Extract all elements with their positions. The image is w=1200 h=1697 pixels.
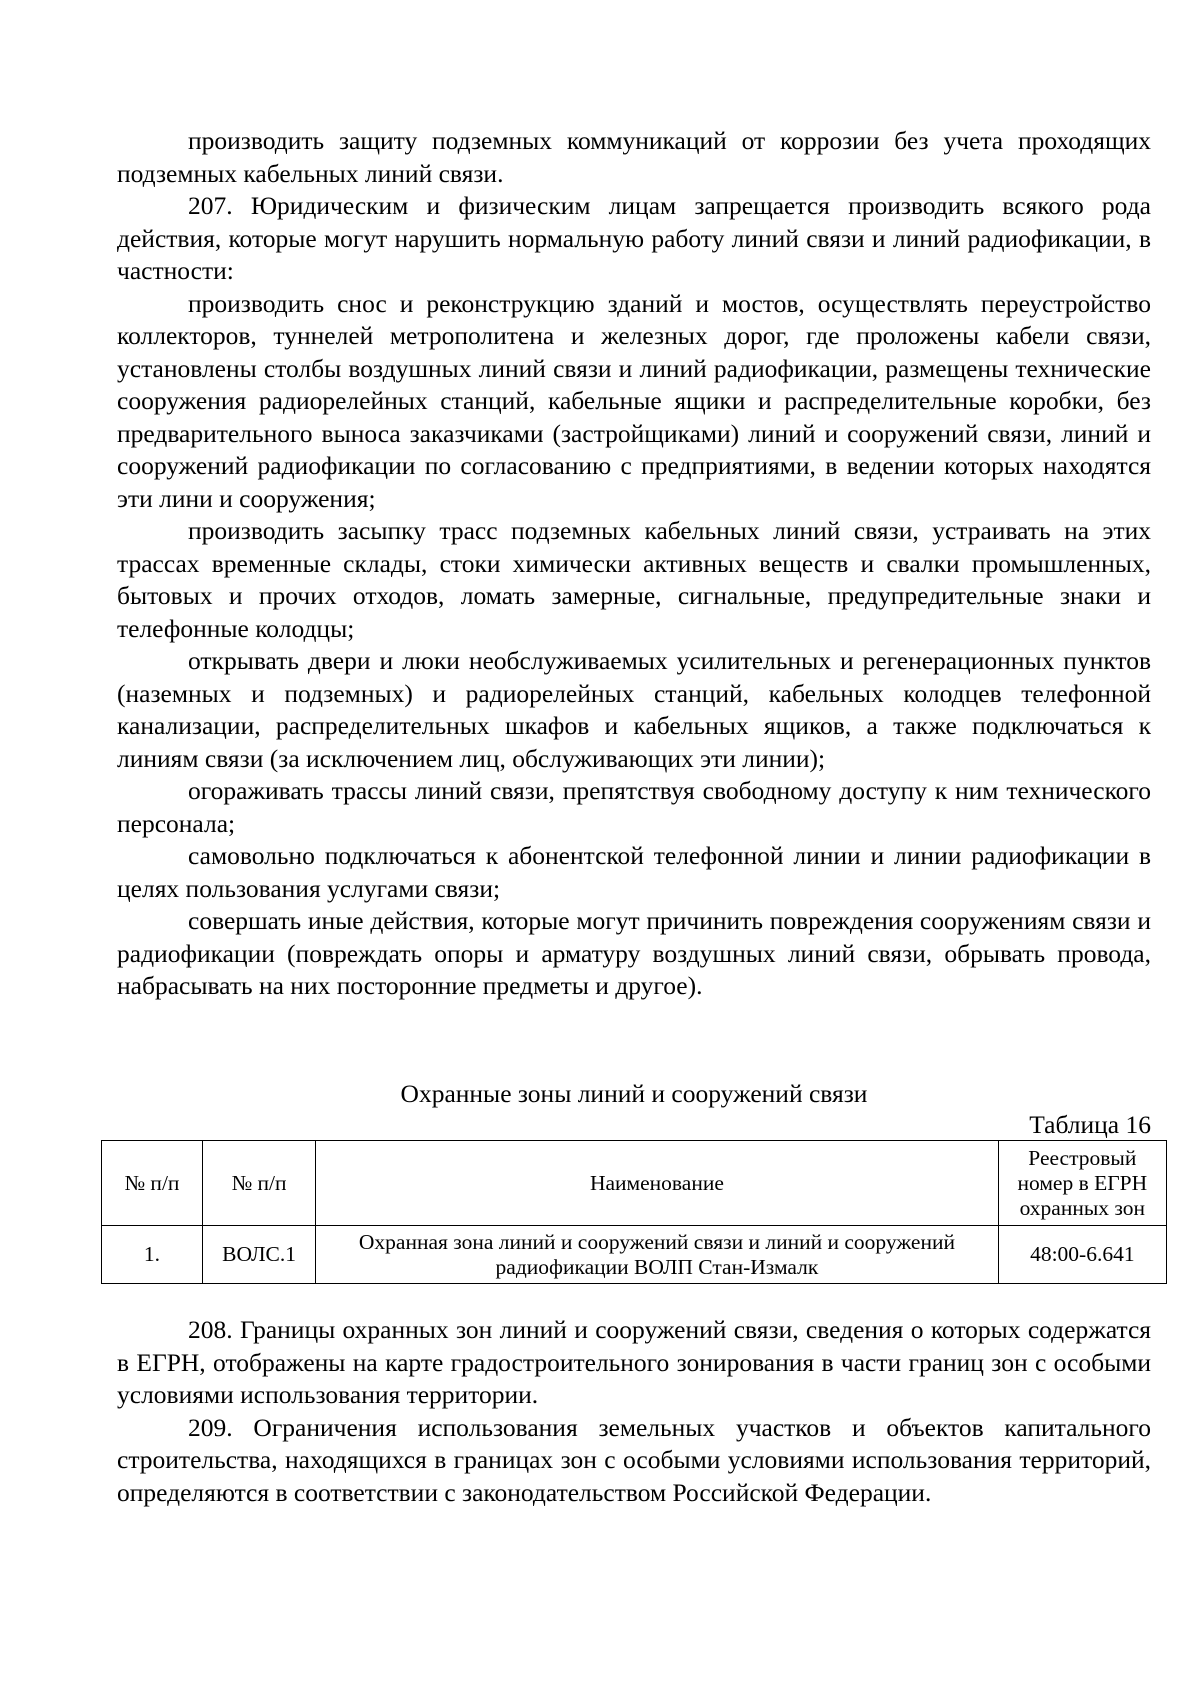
paragraph: совершать иные действия, которые могут причинить повреждения сооружениям связи и радиофикации (повреждать опоры и арматуру воздушных линий связи, обрывать провода, набрасывать на них посторонние предметы и другое). xyxy=(117,906,1151,1000)
paragraph-209: 209. Ограничения использования земельных участков и объектов капитального строительства, находящихся в границах зон с особыми условиями использования территорий, определяются в соответствии с законодательством Российской Федерации. xyxy=(117,1412,1151,1507)
paragraph: производить защиту подземных коммуникаций от коррозии без учета проходящих подземных кабельных линий связи. xyxy=(117,126,1151,188)
protection-zones-table xyxy=(101,1140,1167,1284)
cell-number: 1. xyxy=(102,1226,203,1284)
table-caption: Охранные зоны линий и сооружений связи xyxy=(400,1079,868,1108)
paragraph: открывать двери и люки необслуживаемых усилительных и регенерационных пунктов (наземных и подземных) и радиорелейных станций, кабельных колодцев телефонной канализации, распределительных шкафов и кабельных ящиков, а также подключаться к линиям связи (за исключением лиц, обслуживающих эти линии); xyxy=(117,646,1151,773)
paragraph: самовольно подключаться к абонентской телефонной линии и линии радиофикации в целях пользования услугами связи; xyxy=(117,841,1151,903)
cell-registry-number: 48:00-6.641 xyxy=(998,1226,1166,1284)
table-header-row xyxy=(102,1141,1167,1226)
table-number-label: Таблица 16 xyxy=(1029,1110,1151,1139)
cell-code: ВОЛС.1 xyxy=(202,1226,315,1284)
paragraph: производить снос и реконструкцию зданий и мостов, осуществлять переустройство коллекторов, туннелей метрополитена и железных дорог, где проложены кабели связи, установлены столбы воздушных линий связи и линий радиофикации, размещены технические сооружения радиорелейных станций, кабельные ящики и распределительные коробки, без предварительного выноса заказчиками (застройщиками) линий и сооружений связи, линий и сооружений радиофикации по согласованию с предприятиями, в ведении которых находятся эти лини и сооружения; xyxy=(117,288,1151,513)
header-name: Наименование xyxy=(316,1141,998,1226)
paragraph-208: 208. Границы охранных зон линий и сооружений связи, сведения о которых содержатся в ЕГРН, отображены на карте градостроительного зонирования в части границ зон с особыми условиями использования территории. xyxy=(117,1315,1151,1409)
table-row xyxy=(102,1226,1167,1284)
header-registry-number: Реестровый номер в ЕГРН охранных зон xyxy=(998,1141,1166,1226)
paragraph-207: 207. Юридическим и физическим лицам запрещается производить всякого рода действия, которые могут нарушить нормальную работу линий связи и линий радиофикации, в частности: xyxy=(117,191,1151,285)
document-body-top xyxy=(117,125,1151,1003)
header-number-code: № п/п xyxy=(202,1141,315,1226)
paragraph: производить засыпку трасс подземных кабельных линий связи, устраивать на этих трассах временные склады, стоки химически активных веществ и свалки промышленных, бытовых и прочих отходов, ломать замерные, сигнальные, предупредительные знаки и телефонные колодцы; xyxy=(117,516,1151,643)
paragraph: огораживать трассы линий связи, препятствуя свободному доступу к ним технического персонала; xyxy=(117,776,1151,838)
header-number: № п/п xyxy=(102,1141,203,1226)
document-body-bottom xyxy=(117,1314,1151,1509)
cell-name: Охранная зона линий и сооружений связи и линий и сооружений радиофикации ВОЛП Стан-Измалк xyxy=(316,1226,998,1284)
